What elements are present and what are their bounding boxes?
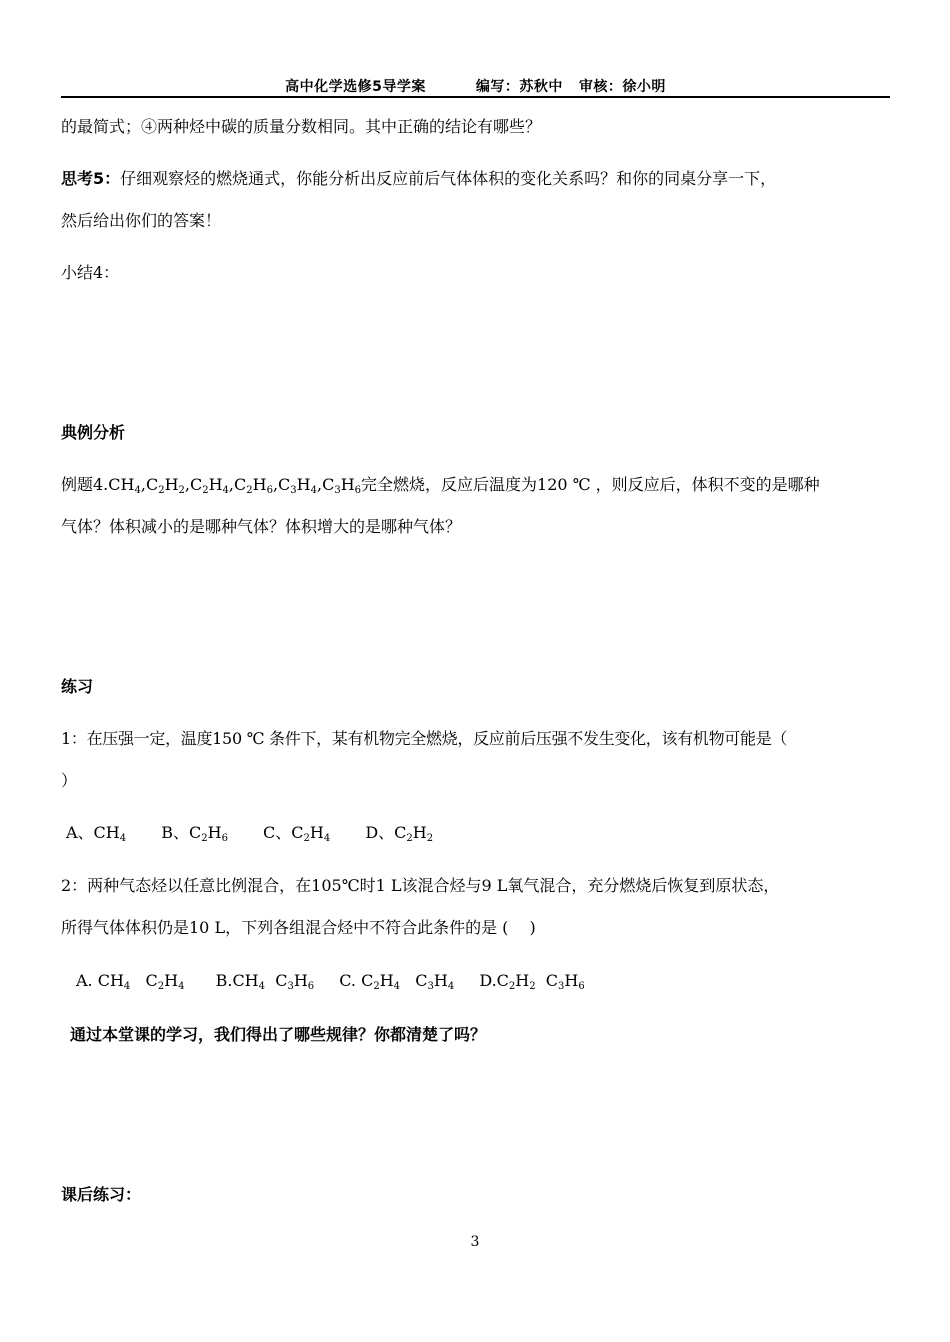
think5-line2: 然后给出你们的答案！ [61,211,222,230]
q1-line2: ） [61,771,78,790]
q2-option-d: $D.C_2H_2$ $C_3H_6$ [479,971,585,992]
example4-line2: 气体？体积减小的是哪种气体？体积增大的是哪种气体？ [61,517,462,536]
think5-line1 [61,169,776,189]
page-header [61,76,890,98]
q2-line2: 所得气体体积仍是10 L，下列各组混合烃中不符合此条件的是 ( ) [61,918,536,937]
practice-heading: 练习 [61,677,94,696]
header-reviewer: 审核：徐小明 [578,79,666,95]
homework-heading: 课后练习： [61,1185,142,1204]
think5-label: 思考5： [61,169,121,188]
q1-option-c: C、$C_2H_4$ [263,823,331,844]
q2-option-b: $B.CH_4$ $C_3H_6$ [215,971,315,992]
q1-options [66,823,433,843]
q1-option-b: B、$C_2H_6$ [161,823,228,844]
q2-option-c: C. $C_2H_4$ $C_3H_4$ [339,971,455,992]
q2-option-a: A. $CH_4$ $C_2H_4$ [76,971,185,992]
page-number: 3 [470,1234,480,1250]
think5-text: 仔细观察烃的燃烧通式，你能分析出反应前后气体体积的变化关系吗？和你的同桌分享一下， [120,169,777,188]
header-title: 高中化学选修5导学案 [285,79,426,95]
example4-rest: 完全燃烧，反应后温度为120 ℃ ，则反应后，体积不变的是哪种 [361,475,820,494]
q1-option-d: D、$C_2H_2$ [365,823,434,844]
example-heading: 典例分析 [61,423,126,442]
summary4-label: 小结4： [61,263,120,282]
example4-line1: 例题$4.CH_4,C_2H_2,C_2H_4,C_2H_6,C_3H_4,C_3H_6$完全燃烧，反应后温度为120 ℃ ，则反应后，体积不变的是哪种 [61,475,820,496]
reflection-question: 通过本堂课的学习，我们得出了哪些规律？你都清楚了吗？ [70,1025,487,1044]
example4-prefix: 例题4. [61,475,109,494]
q1-option-a: A、$CH_4$ [66,823,127,844]
q2-options [76,971,585,991]
q1-line1: 1：在压强一定，温度150 ℃ 条件下，某有机物完全燃烧，反应前后压强不发生变化，该有机物可能是（ [61,729,788,748]
header-author: 编写：苏秋中 [475,79,563,95]
q2-line1: 2：两种气态烃以任意比例混合，在105℃时1 L该混合烃与9 L氧气混合，充分燃烧后恢复到原状态， [61,876,780,895]
paragraph-conclusion: 的最简式；④两种烃中碳的质量分数相同。其中正确的结论有哪些？ [61,117,542,136]
